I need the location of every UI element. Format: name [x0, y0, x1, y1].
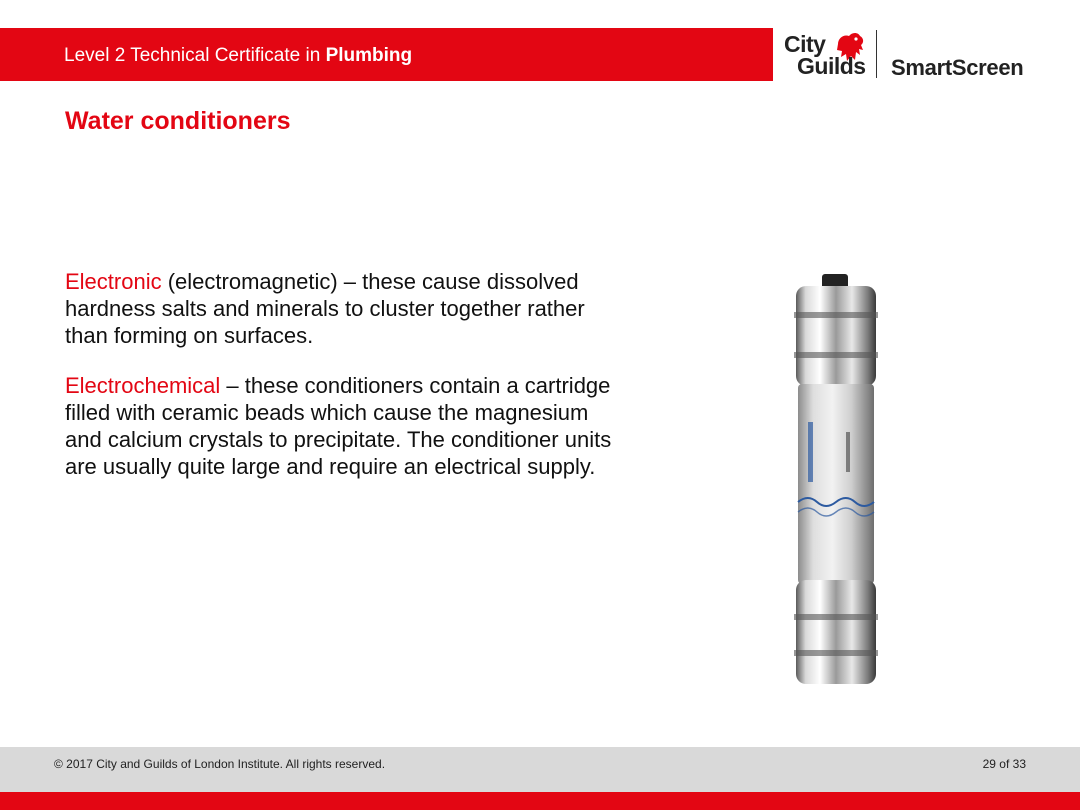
bottom-red-bar — [0, 792, 1080, 810]
water-conditioner-image — [780, 272, 900, 692]
term-electronic: Electronic — [65, 269, 162, 294]
term-electrochemical: Electrochemical — [65, 373, 221, 398]
logo-city-text: City — [784, 31, 826, 57]
paragraph-electrochemical-text: – these conditioners contain a cartridge filled with ceramic beads which cause the magnesium and calcium crystals to precipitate. The conditioner units are usually quite large and require an electrical supply. — [65, 373, 612, 479]
city-guilds-smartscreen-logo — [784, 30, 1034, 82]
paragraph-electrochemical — [65, 372, 625, 480]
course-title-prefix: Level 2 Technical Certificate in — [64, 45, 326, 66]
course-title-subject: Plumbing — [325, 45, 413, 66]
header-bar — [0, 28, 773, 81]
logo-divider — [876, 30, 877, 78]
slide-body — [65, 268, 625, 503]
logo-smartscreen-text: SmartScreen — [891, 55, 1024, 80]
slide-title: Water conditioners — [65, 107, 291, 135]
copyright-text: © 2017 City and Guilds of London Institute. All rights reserved. — [54, 757, 386, 771]
page-number: 29 of 33 — [982, 757, 1026, 771]
logo-guilds-text: Guilds — [797, 53, 866, 79]
course-title — [64, 28, 412, 81]
footer-bar — [0, 747, 1080, 792]
paragraph-electronic — [65, 268, 625, 349]
paragraph-electronic-text: (electromagnetic) – these cause dissolved hardness salts and minerals to cluster together rather than forming on surfaces. — [65, 269, 585, 348]
